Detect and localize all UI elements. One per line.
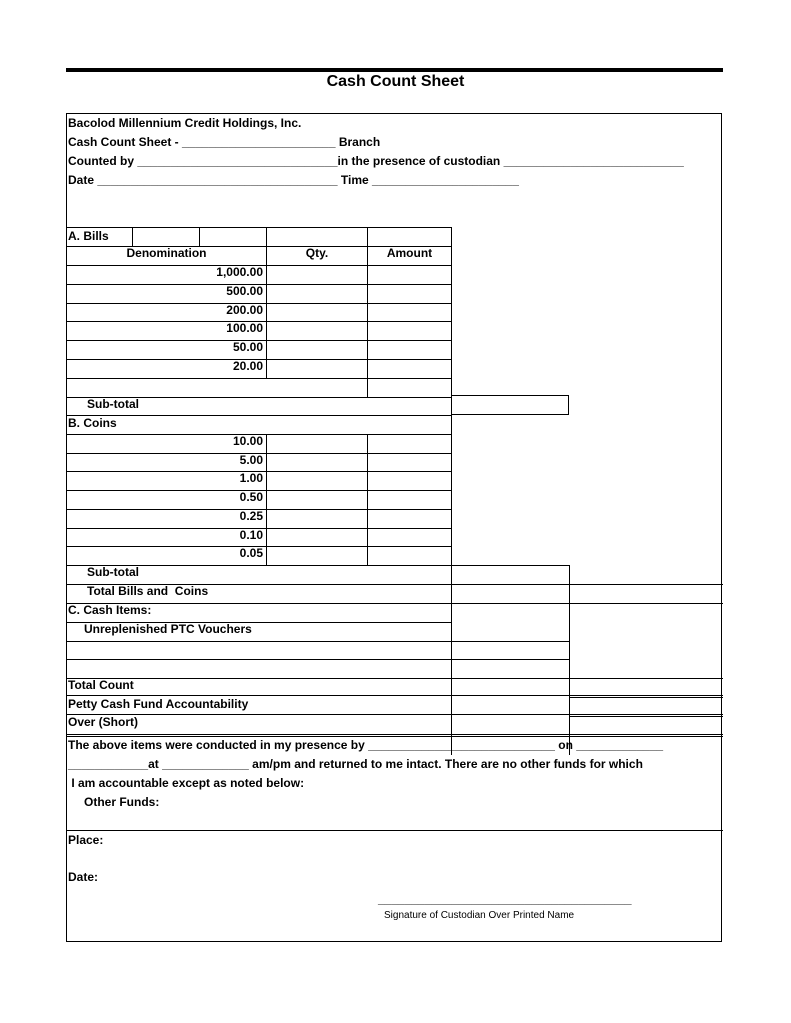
bill-denomination: 500.00 (226, 284, 263, 298)
fund-accountability-label: Petty Cash Fund Accountability (68, 697, 249, 711)
branch-field[interactable]: Cash Count Sheet - _______________________ Branch (68, 135, 381, 149)
page-title: Cash Count Sheet (326, 73, 465, 90)
signature-caption: Signature of Custodian Over Printed Name (384, 910, 575, 921)
coin-denomination: 0.50 (239, 490, 263, 504)
coin-denomination: 1.00 (239, 471, 263, 485)
date-time-field[interactable]: Date ____________________________________ Time ______________________ (68, 173, 519, 187)
bill-denomination: 1,000.00 (216, 265, 263, 279)
bills-subtotal-input[interactable] (451, 395, 569, 415)
coin-denomination: 0.10 (239, 528, 263, 542)
total-bills-coins-label: Total Bills and Coins (87, 584, 209, 598)
company-name: Bacolod Millennium Credit Holdings, Inc. (68, 116, 302, 130)
coin-denomination: 5.00 (239, 453, 263, 467)
title-rule (66, 68, 723, 72)
qty-header: Qty. (305, 246, 329, 260)
over-short-label: Over (Short) (68, 715, 139, 729)
unreplenished-vouchers-label: Unreplenished PTC Vouchers (84, 622, 252, 636)
bills-subtotal-label: Sub-total (87, 397, 139, 411)
coins-subtotal-label: Sub-total (87, 565, 139, 579)
statement-line-3: I am accountable except as noted below: (68, 776, 305, 790)
form-frame (66, 113, 722, 942)
statement-line-2: ____________at _____________ am/pm and returned to me intact. There are no other funds for which (68, 757, 643, 771)
counted-by-field[interactable]: Counted by ______________________________in the presence of custodian ___________________________ (68, 154, 684, 168)
cash-items-label: C. Cash Items: (68, 603, 152, 617)
denomination-header: Denomination (126, 246, 207, 260)
amount-header: Amount (386, 246, 433, 260)
bill-denomination: 200.00 (226, 303, 263, 317)
statement-line-1: The above items were conducted in my presence by ____________________________ on _____________ (68, 738, 664, 752)
other-funds-label: Other Funds: (84, 795, 160, 809)
total-count-label: Total Count (68, 678, 134, 692)
signature-line[interactable]: ______________________________________ (378, 892, 632, 906)
coin-denomination: 0.05 (239, 546, 263, 560)
place-field[interactable]: Place: (68, 833, 104, 847)
bill-denomination: 100.00 (226, 321, 263, 335)
coin-denomination: 0.25 (239, 509, 263, 523)
bill-denomination: 50.00 (232, 340, 263, 354)
bill-denomination: 20.00 (232, 359, 263, 373)
bills-section-label: A. Bills (68, 229, 109, 243)
coins-section-label: B. Coins (68, 416, 117, 430)
coin-denomination: 10.00 (232, 434, 263, 448)
date-field[interactable]: Date: (68, 870, 99, 884)
